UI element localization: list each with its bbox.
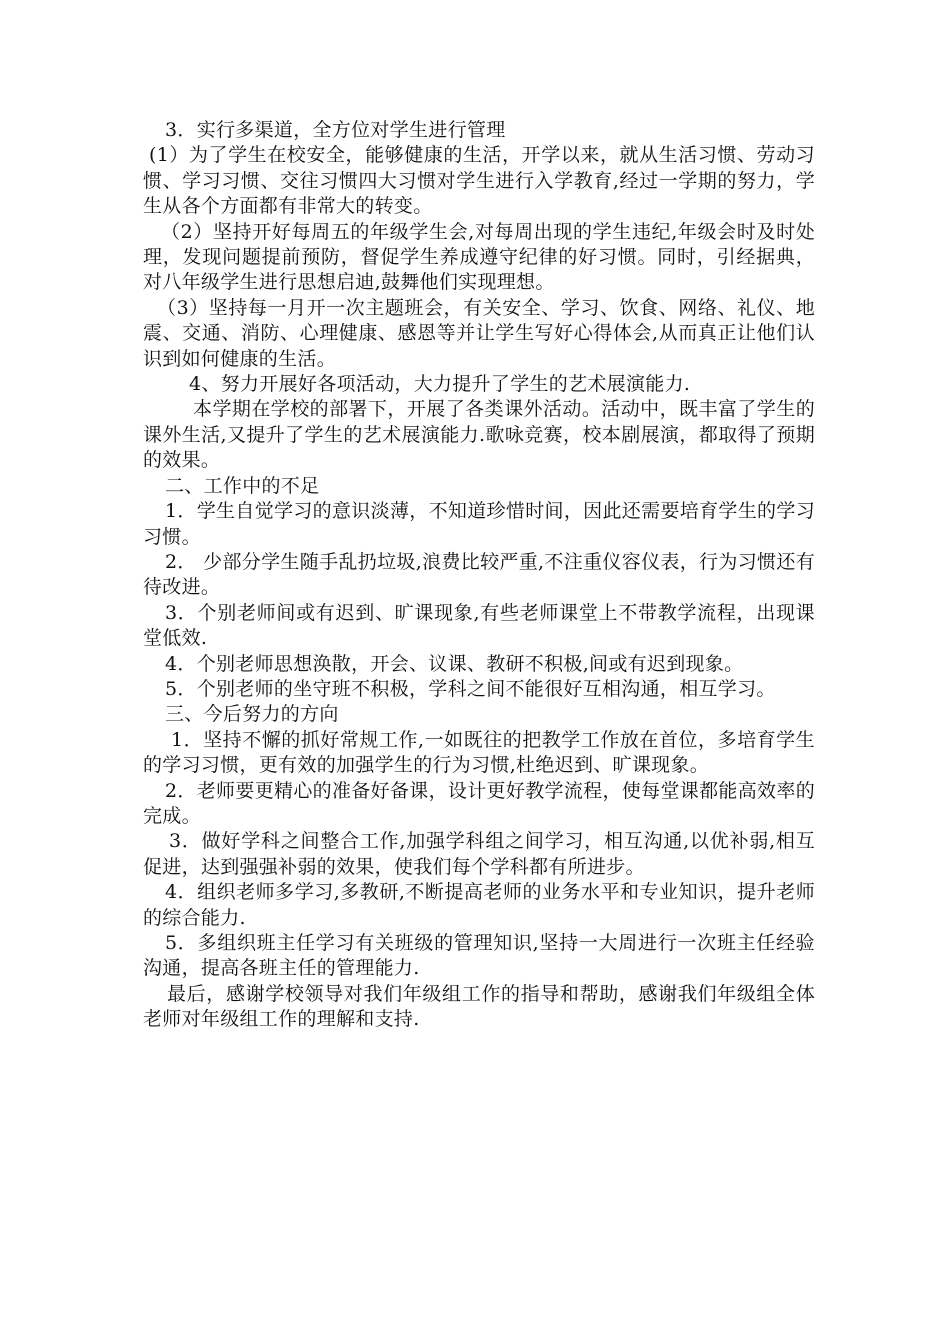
paragraph-section-4-heading: 4、努力开展好各项活动，大力提升了学生的艺术展演能力.	[189, 373, 691, 396]
direction-item-1: 1．坚持不懈的抓好常规工作,一如既往的把教学工作放在首位，多培育学生的学习习惯，更有效的加强学生的行为习惯,杜绝迟到、旷课现象。	[143, 728, 815, 777]
shortcoming-item-2: 2． 少部分学生随手乱扔垃圾,浪费比较严重,不注重仪容仪表，行为习惯还有待改进。	[143, 550, 815, 599]
direction-item-2: 2．老师要更精心的准备好备课，设计更好教学流程，使每堂课都能高效率的完成。	[143, 779, 815, 827]
shortcoming-item-1: 1．学生自觉学习的意识淡薄，不知道珍惜时间，因此还需要培育学生的学习习惯。	[143, 500, 815, 548]
paragraph-4-body: 本学期在学校的部署下，开展了各类课外活动。活动中，既丰富了学生的课外生活,又提升了学生的艺术展演能力.歌咏竞赛，校本剧展演，都取得了预期的效果。	[143, 398, 815, 472]
paragraph-3-2: （2）坚持开好每周五的年级学生会,对每周出现的学生违纪,年级会时及时处理，发现问题提前预防，督促学生养成遵守纪律的好习惯。同时，引经据典，对八年级学生进行思想启迪,鼓舞他们实现理想。	[143, 220, 815, 294]
shortcoming-item-4: 4．个别老师思想涣散，开会、议课、教研不积极,间或有迟到现象。	[165, 652, 744, 675]
closing-paragraph: 最后，感谢学校领导对我们年级组工作的指导和帮助，感谢我们年级组全体老师对年级组工作的理解和支持.	[143, 982, 815, 1031]
direction-item-5: 5．多组织班主任学习有关班级的管理知识,坚持一大周进行一次班主任经验沟通，提高各班主任的管理能力.	[143, 932, 815, 980]
paragraph-3-1: (1）为了学生在校安全，能够健康的生活，开学以来，就从生活习惯、劳动习惯、学习习惯、交往习惯四大习惯对学生进行入学教育,经过一学期的努力，学生从各个方面都有非常大的转变。	[143, 144, 815, 218]
heading-shortcomings: 二、工作中的不足	[165, 474, 320, 497]
document-body	[143, 118, 815, 1033]
direction-item-4: 4．组织老师多学习,多教研,不断提高老师的业务水平和专业知识，提升老师的综合能力.	[143, 881, 815, 929]
direction-item-3: 3．做好学科之间整合工作,加强学科组之间学习，相互沟通,以优补弱,相互促进，达到强强补弱的效果，使我们每个学科都有所进步。	[143, 830, 815, 878]
shortcoming-item-5: 5．个别老师的坐守班不积极，学科之间不能很好互相沟通，相互学习。	[165, 677, 776, 700]
paragraph-section-3-heading: 3．实行多渠道，全方位对学生进行管理	[165, 119, 506, 141]
heading-future-direction: 三、今后努力的方向	[165, 703, 339, 726]
paragraph-3-3: （3）坚持每一月开一次主题班会，有关安全、学习、饮食、网络、礼仪、地震、交通、消防、心理健康、感恩等并让学生写好心得体会,从而真正让他们认识到如何健康的生活。	[143, 296, 815, 370]
shortcoming-item-3: 3．个别老师间或有迟到、旷课现象,有些老师课堂上不带教学流程，出现课堂低效.	[143, 601, 815, 650]
